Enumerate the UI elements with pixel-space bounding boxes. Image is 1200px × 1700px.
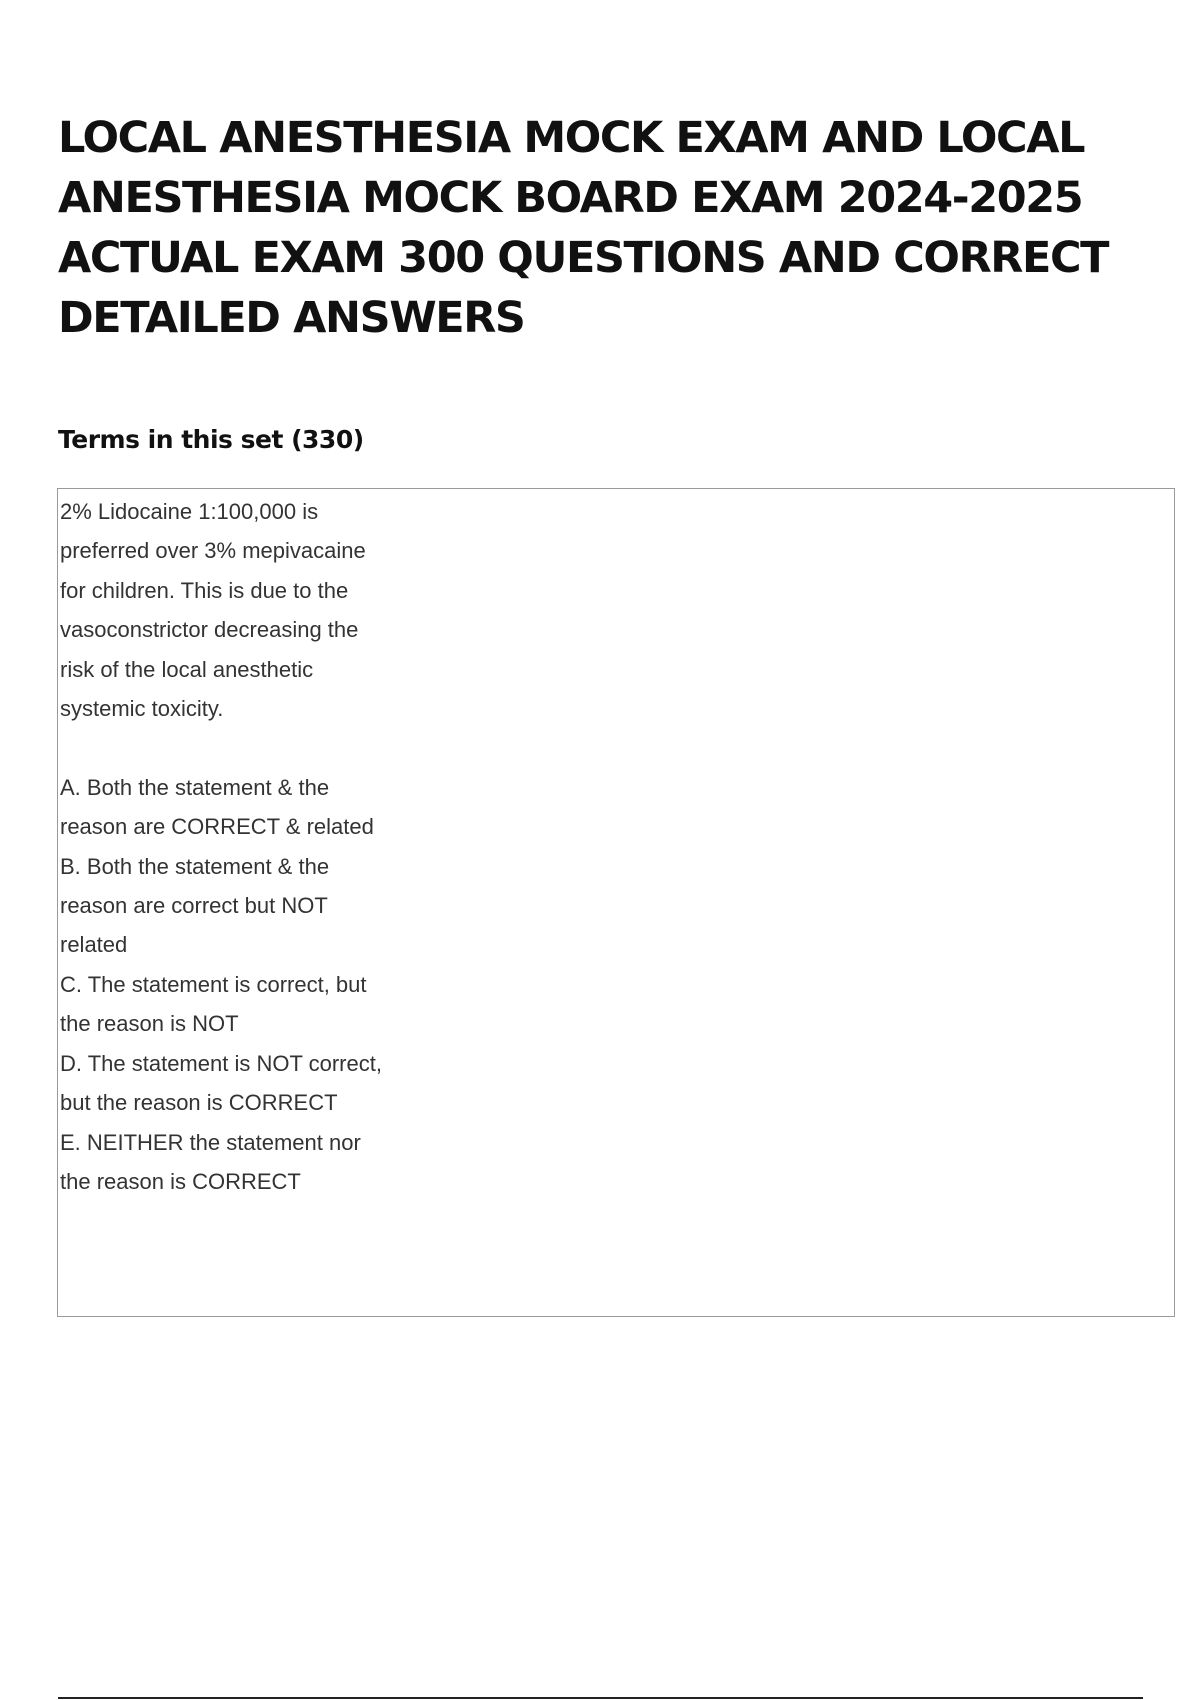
footer-divider bbox=[58, 1697, 1143, 1699]
document-title: LOCAL ANESTHESIA MOCK EXAM AND LOCAL ANESTHESIA MOCK BOARD EXAM 2024-2025 ACTUAL EXAM 300 QUESTIONS AND CORRECT DETAILED ANSWERS bbox=[58, 113, 1109, 343]
terms-set-heading: Terms in this set (330) bbox=[58, 425, 364, 454]
term-card bbox=[57, 488, 1175, 1317]
term-question-text: 2% Lidocaine 1:100,000 is preferred over 3% mepivacaine for children. This is due to the vasoconstrictor decreasing the risk of the local anesthetic systemic toxicity. A. Both the statement & the reason are CORRECT & related B. Both the statement & the reason are correct but NOT related C. The statement is correct, but the reason is NOT D. The statement is NOT correct, but the reason is CORRECT E. NEITHER the statement nor the reason is CORRECT bbox=[60, 499, 382, 1194]
